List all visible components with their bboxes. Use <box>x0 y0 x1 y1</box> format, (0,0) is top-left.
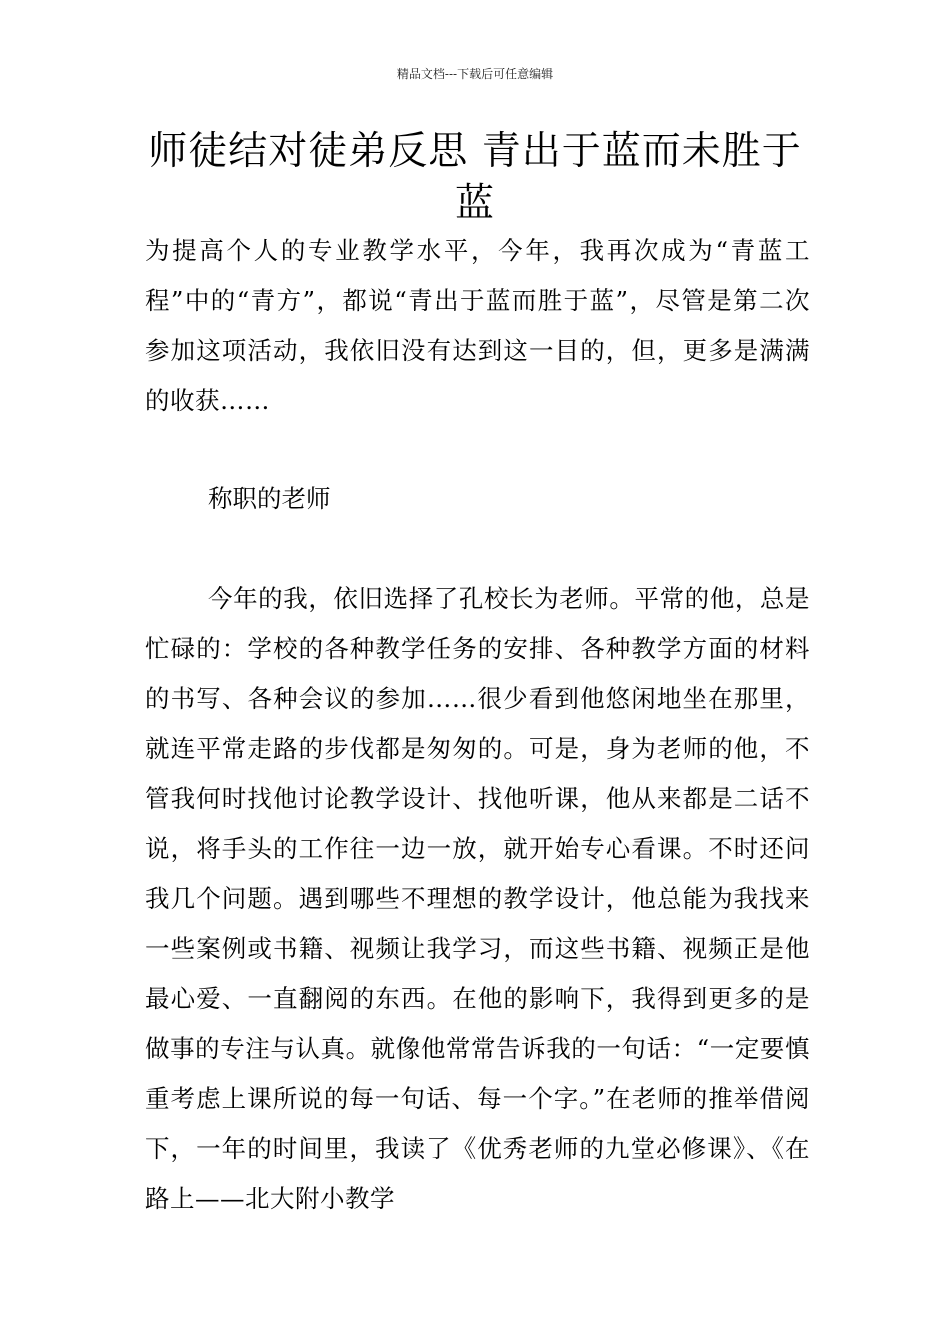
section-heading: 称职的老师 <box>208 484 331 513</box>
body-paragraph: 今年的我，依旧选择了孔校长为老师。平常的他，总是忙碌的：学校的各种教学任务的安排、各种教学方面的材料的书写、各种会议的参加……很少看到他悠闲地坐在那里，就连平常走路的步伐都是匆匆的。可是，身为老师的他，不管我何时找他讨论教学设计、找他听课，他从来都是二话不说，将手头的工作往一边一放，就开始专心看课。不时还问我几个问题。遇到哪些不理想的教学设计，他总能为我找来一些案例或书籍、视频让我学习，而这些书籍、视频正是他最心爱、一直翻阅的东西。在他的影响下，我得到更多的是做事的专注与认真。就像他常常告诉我的一句话：“一定要慎重考虑上课所说的每一句话、每一个字。”在老师的推举借阅下，一年的时间里，我读了《优秀老师的九堂必修课》、《在路上——北大附小教学 <box>145 584 810 1213</box>
document-title: 师徒结对徒弟反思 青出于蓝而未胜于蓝 <box>148 129 802 226</box>
intro-paragraph: 为提高个人的专业教学水平，今年，我再次成为“青蓝工程”中的“青方”，都说“青出于蓝而胜于蓝”，尽管是第二次参加这项活动，我依旧没有达到这一目的，但，更多是满满的收获…… <box>145 236 810 415</box>
header-note: 精品文档---下载后可任意编辑 <box>396 67 554 81</box>
